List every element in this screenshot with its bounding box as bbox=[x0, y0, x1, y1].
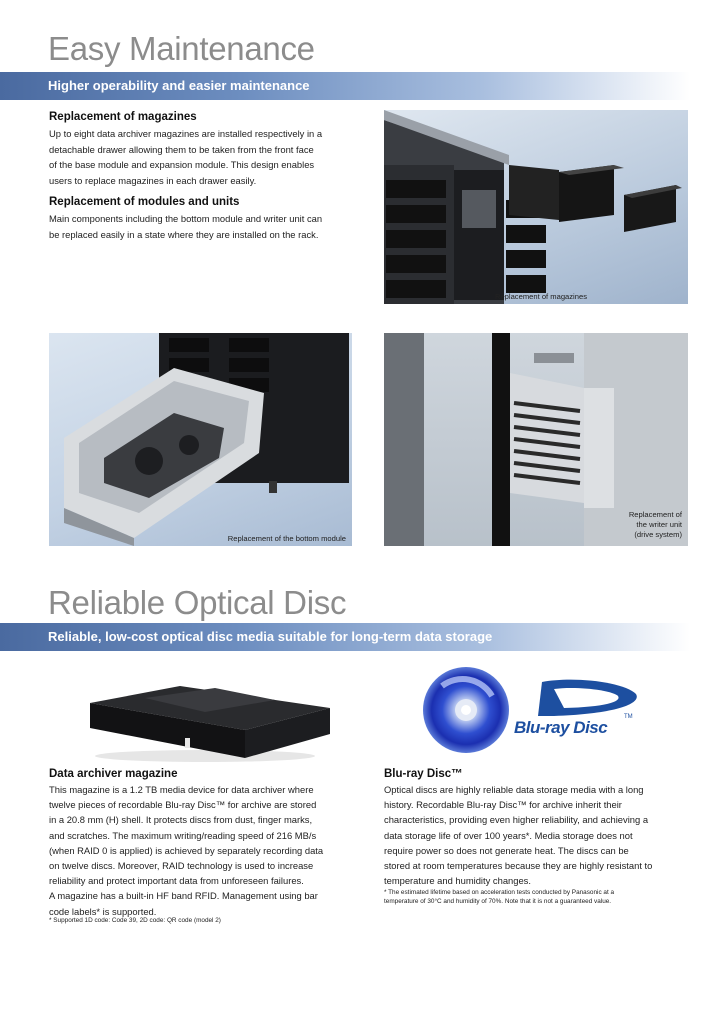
text-line: in a 20.8 mm (H) shell. It protects discs from dust, finger marks, bbox=[49, 814, 313, 826]
heading-bluray-disc: Blu-ray Disc™ bbox=[384, 768, 463, 780]
caption-line: Replacement of bbox=[628, 510, 682, 519]
heading-data-archiver-magazine: Data archiver magazine bbox=[49, 768, 178, 780]
section-title-reliable-optical-disc: Reliable Optical Disc bbox=[48, 584, 347, 621]
text-line: detachable drawer allowing them to be taken from the front face bbox=[49, 143, 314, 155]
footnote-line: * The estimated lifetime based on acceleration tests conducted by Panasonic at a bbox=[384, 889, 615, 896]
text-line: and scratches. The maximum writing/reading speed of 216 MB/s bbox=[49, 829, 317, 841]
bluray-logo bbox=[514, 676, 644, 746]
text-line: of the base module and expansion module. This design enables bbox=[49, 159, 315, 170]
server-rack-illustration bbox=[384, 110, 688, 304]
paragraph-data-archiver-magazine bbox=[49, 782, 369, 919]
caption-replacement-of-magazines: Replacement of magazines bbox=[494, 292, 587, 301]
section-title-easy-maintenance: Easy Maintenance bbox=[48, 30, 315, 67]
text-line: temperature and humidity changes. bbox=[384, 875, 531, 887]
text-line: A magazine has a built-in HF band RFID. Management using bar bbox=[49, 890, 318, 902]
footnote-barcode: * Supported 1D code: Code 39, 2D code: QR code (model 2) bbox=[49, 917, 221, 924]
footnote-line: temperature of 30°C and humidity of 70%. Note that it is not a guaranteed value. bbox=[384, 897, 612, 905]
bottom-module-illustration bbox=[49, 333, 352, 546]
photo-replacement-of-magazines bbox=[384, 110, 688, 304]
bluray-logo-tm: TM bbox=[624, 714, 633, 720]
text-line: users to replace magazines in each drawer easily. bbox=[49, 174, 257, 186]
section-band bbox=[0, 72, 690, 100]
text-line: twelve pieces of recordable Blu-ray Disc™ for archive are stored bbox=[49, 799, 317, 811]
paragraph-magazines bbox=[49, 126, 369, 188]
text-line: be replaced easily in a state where they are installed on the rack. bbox=[49, 228, 319, 240]
caption-replacement-of-bottom-module: Replacement of the bottom module bbox=[227, 534, 346, 543]
bluray-disc-image bbox=[422, 666, 510, 754]
caption-replacement-of-writer-unit bbox=[560, 510, 682, 540]
text-line: history. Recordable Blu-ray Disc™ for archive inherit their bbox=[384, 799, 622, 811]
magazine-cartridge-illustration bbox=[85, 668, 330, 763]
band-text: Higher operability and easier maintenance bbox=[48, 78, 310, 93]
photo-data-archiver-magazine bbox=[85, 668, 330, 763]
text-line: reliability and protect important data from unforeseen failures. bbox=[49, 875, 304, 887]
text-line: (when RAID 0 is applied) is achieved by separately recording data bbox=[49, 844, 324, 856]
text-line: require power so does not generate heat. The discs can be bbox=[384, 844, 629, 856]
caption-line: (drive system) bbox=[634, 530, 682, 539]
text-line: on twelve discs. Moreover, RAID technology is used to increase bbox=[49, 860, 314, 872]
bluray-logo-text: Blu-ray Disc bbox=[514, 718, 608, 737]
paragraph-bluray-disc bbox=[384, 782, 694, 888]
heading-replacement-of-modules: Replacement of modules and units bbox=[49, 196, 240, 208]
text-line: Optical discs are highly reliable data storage media with a long bbox=[384, 784, 644, 795]
caption-line: the writer unit bbox=[636, 520, 682, 529]
band-text: Reliable, low-cost optical disc media suitable for long-term data storage bbox=[48, 629, 493, 644]
disc-icon bbox=[422, 666, 510, 754]
text-line: This magazine is a 1.2 TB media device for data archiver where bbox=[49, 784, 314, 795]
text-line: Main components including the bottom module and writer unit can bbox=[49, 213, 323, 224]
footnote-lifetime bbox=[384, 889, 704, 906]
text-line: code labels* is supported. bbox=[49, 905, 157, 917]
section-band bbox=[0, 623, 690, 651]
heading-replacement-of-magazines: Replacement of magazines bbox=[49, 111, 197, 123]
paragraph-modules bbox=[49, 211, 369, 242]
text-line: stored at room temperatures because they are highly resistant to bbox=[384, 860, 653, 872]
text-line: Up to eight data archiver magazines are installed respectively in a bbox=[49, 128, 323, 139]
text-line: data storage life of over 100 years*. Media storage does not bbox=[384, 829, 633, 841]
text-line: characteristics, providing even higher reliability, and achieving a bbox=[384, 814, 649, 826]
photo-replacement-of-bottom-module bbox=[49, 333, 352, 546]
